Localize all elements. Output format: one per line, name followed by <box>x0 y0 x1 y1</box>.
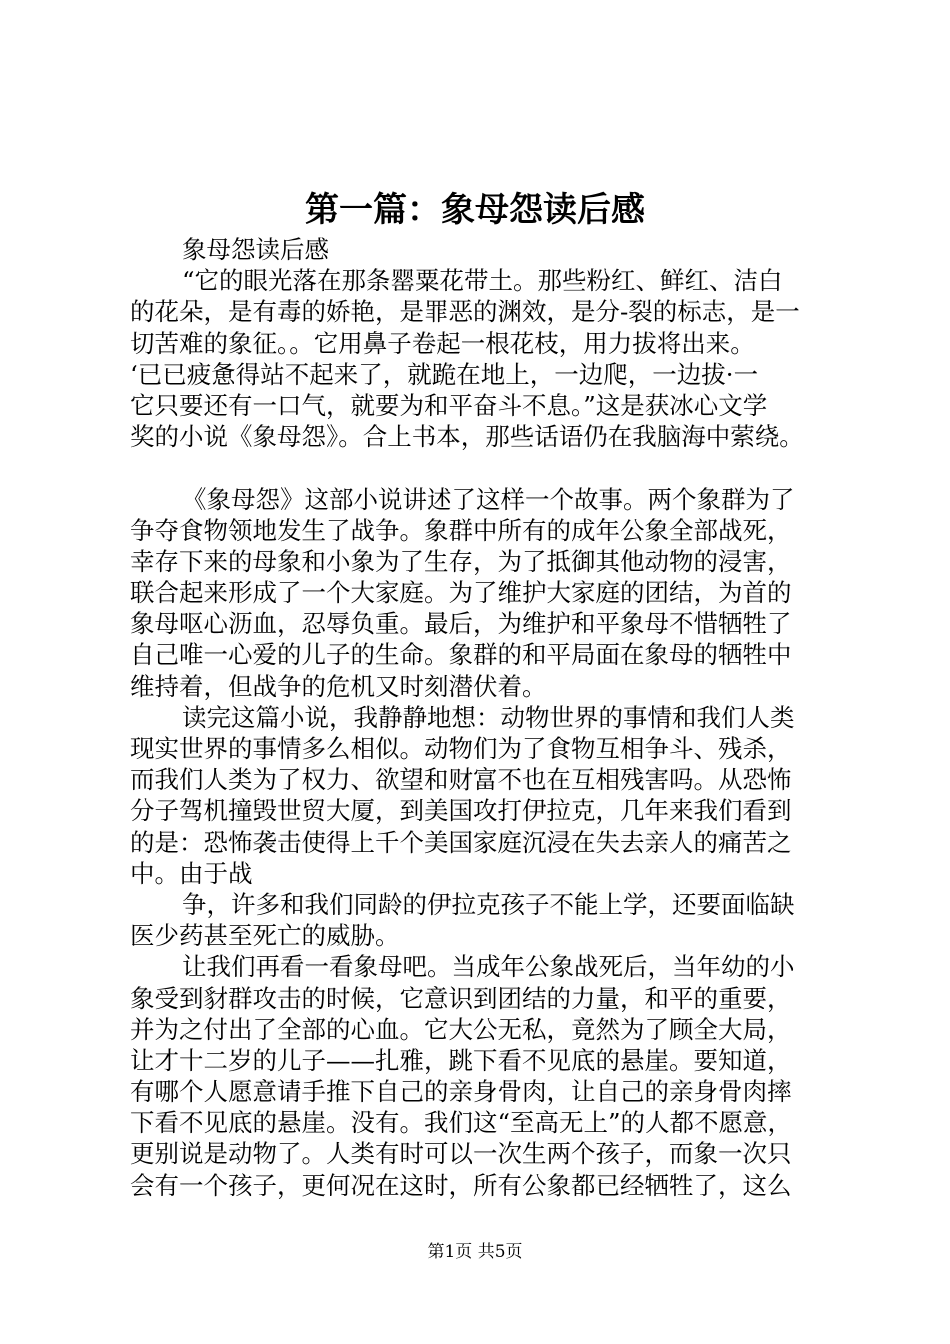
text-line: 分子驾机撞毁世贸大厦，到美国攻打伊拉克，几年来我们看到 <box>130 796 792 826</box>
text-line: 现实世界的事情多么相似。动物们为了食物互相争斗、残杀， <box>130 734 792 763</box>
text-line: 并为之付出了全部的心血。它大公无私，竟然为了顾全大局， <box>130 1014 792 1044</box>
text-line: 下看不见底的悬崖。没有。我们这“至高无上”的人都不愿意， <box>130 1108 793 1138</box>
text-line: 联合起来形成了一个大家庭。为了维护大家庭的团结，为首的 <box>130 578 792 608</box>
document-title: 第一篇：象母怨读后感 <box>305 190 645 230</box>
text-line: 让才十二岁的儿子——扎雅，跳下看不见底的悬崖。要知道， <box>130 1045 792 1075</box>
text-line: 会有一个孩子，更何况在这时，所有公象都已经牺牲了，这么 <box>130 1170 792 1200</box>
text-line: 自己唯一心爱的儿子的生命。象群的和平局面在象母的牺牲中 <box>130 640 792 670</box>
text-line: 切苦难的象征。。它用鼻子卷起一根花枝，用力拔将出来。 <box>130 328 755 358</box>
text-line: 维持着，但战争的危机又时刻潜伏着。 <box>130 671 547 701</box>
text-line: 象母怨读后感 <box>182 235 329 264</box>
text-line: 的是：恐怖袭击使得上千个美国家庭沉浸在失去亲人的痛苦之 <box>130 827 792 857</box>
text-line: 而我们人类为了权力、欲望和财富不也在互相残害吗。从恐怖 <box>130 765 792 795</box>
text-line: 象受到豺群攻击的时候，它意识到团结的力量，和平的重要， <box>130 983 792 1013</box>
text-line: “它的眼光落在那条罂粟花带土。那些粉红、鲜红、洁白 <box>182 266 783 296</box>
text-line: 象母呕心沥血，忍辱负重。最后，为维护和平象母不惜牺牲了 <box>130 609 792 639</box>
text-line: 《象母怨》这部小说讲述了这样一个故事。两个象群为了 <box>182 484 795 514</box>
text-line: 读完这篇小说，我静静地想：动物世界的事情和我们人类 <box>182 702 795 732</box>
text-line: 更别说是动物了。人类有时可以一次生两个孩子，而象一次只 <box>130 1139 792 1169</box>
text-line: 中。由于战 <box>130 858 253 888</box>
text-line: 它只要还有一口气，就要为和平奋斗不息。”这是获冰心文学 <box>130 390 768 420</box>
text-line: 的花朵，是有毒的娇艳，是罪恶的渊效，是分-裂的标志，是一 <box>130 297 800 327</box>
text-line: 医少药甚至死亡的威胁。 <box>130 921 400 951</box>
text-line: 争夺食物领地发生了战争。象群中所有的成年公象全部战死， <box>130 515 792 545</box>
document-body <box>130 234 845 1201</box>
text-line: 让我们再看一看象母吧。当成年公象战死后，当年幼的小 <box>182 952 795 982</box>
text-line: 有哪个人愿意请手推下自己的亲身骨肉，让自己的亲身骨肉摔 <box>130 1077 792 1107</box>
page-footer: 第1页 共5页 <box>427 1242 523 1262</box>
text-line: 奖的小说《象母怨》。合上书本，那些话语仍在我脑海中萦绕。 <box>130 422 804 452</box>
text-line: 幸存下来的母象和小象为了生存，为了抵御其他动物的浸害， <box>130 546 792 576</box>
text-line: ‘已已疲惫得站不起来了，就跪在地上，一边爬，一边拔·一 <box>130 359 759 389</box>
text-line: 争，许多和我们同龄的伊拉克孩子不能上学，还要面临缺 <box>182 889 795 919</box>
text-line <box>130 452 845 483</box>
